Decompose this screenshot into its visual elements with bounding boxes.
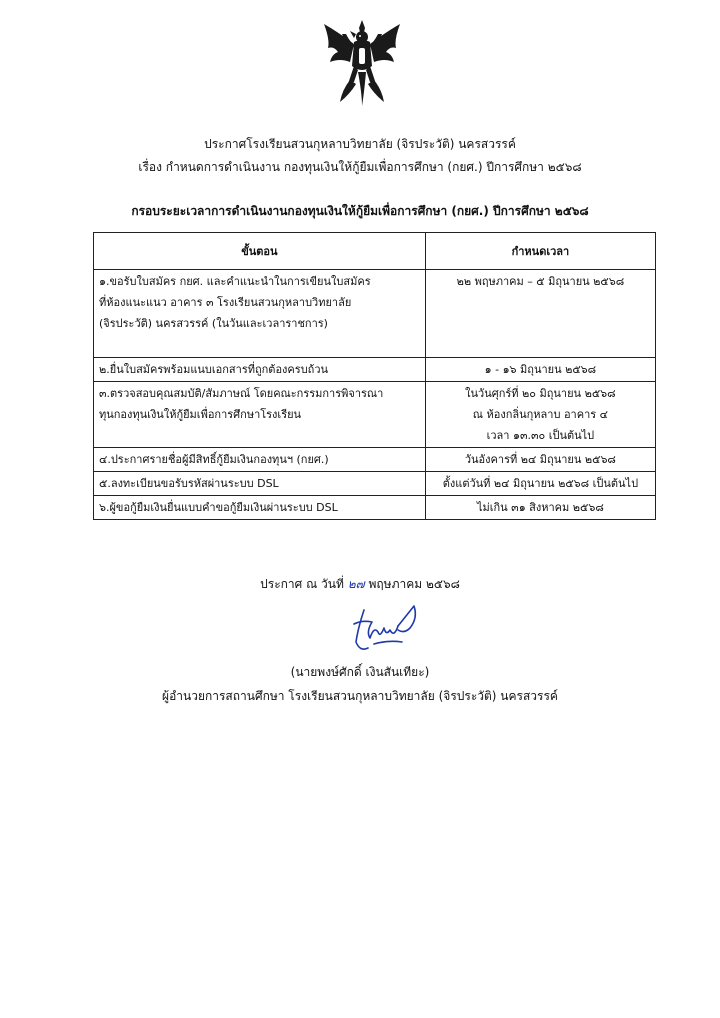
step-cell: ๒.ยื่นใบสมัครพร้อมแนบเอกสารที่ถูกต้องครบถ้วน (94, 358, 426, 382)
table-header-row (94, 233, 656, 270)
table-row (94, 270, 656, 358)
step-line: (จิรประวัติ) นครสวรรค์ (ในวันและเวลาราชการ) (99, 317, 328, 330)
step-line: ๑.ขอรับใบสมัคร กยศ. และคำแนะนำในการเขียนใบสมัคร (99, 275, 371, 288)
date-prefix: ประกาศ ณ วันที่ (260, 577, 344, 591)
header-step: ขั้นตอน (94, 233, 426, 270)
table-row (94, 448, 656, 472)
step-cell (94, 270, 426, 358)
announcement-subject: เรื่อง กำหนดการดำเนินงาน กองทุนเงินให้กู้ยืมเพื่อการศึกษา (กยศ.) ปีการศึกษา ๒๕๖๘ (138, 160, 582, 174)
time-line: ณ ห้องกลิ่นกุหลาบ อาคาร ๔ (472, 408, 608, 421)
table-row (94, 358, 656, 382)
garuda-emblem-icon (320, 18, 404, 110)
time-cell (425, 270, 655, 358)
step-cell: ๕.ลงทะเบียนขอรับรหัสผ่านระบบ DSL (94, 472, 426, 496)
time-cell: ๑ - ๑๖ มิถุนายน ๒๕๖๘ (425, 358, 655, 382)
table-row (94, 472, 656, 496)
signature-icon (344, 598, 434, 658)
time-cell: ตั้งแต่วันที่ ๒๔ มิถุนายน ๒๕๖๘ เป็นต้นไป (425, 472, 655, 496)
table-caption: กรอบระยะเวลาการดำเนินงานกองทุนเงินให้กู้ยืมเพื่อการศึกษา (กยศ.) ปีการศึกษา ๒๕๖๘ (131, 204, 589, 218)
signer-name: (นายพงษ์ศักดิ์ เงินสันเทียะ) (290, 665, 430, 679)
time-cell (425, 382, 655, 448)
time-line: ๒๒ พฤษภาคม – ๕ มิถุนายน ๒๕๖๘ (456, 275, 625, 288)
date-suffix: พฤษภาคม ๒๕๖๘ (368, 577, 460, 591)
signer-title: ผู้อำนวยการสถานศึกษา โรงเรียนสวนกุหลาบวิทยาลัย (จิรประวัติ) นครสวรรค์ (162, 689, 558, 703)
schedule-table (93, 232, 656, 520)
table-row (94, 382, 656, 448)
announcement-date (0, 576, 720, 592)
table-row (94, 496, 656, 520)
step-line: ทุนกองทุนเงินให้กู้ยืมเพื่อการศึกษาโรงเรียน (99, 408, 302, 421)
step-cell: ๖.ผู้ขอกู้ยืมเงินยื่นแบบคำขอกู้ยืมเงินผ่านระบบ DSL (94, 496, 426, 520)
time-cell: ไม่เกิน ๓๑ สิงหาคม ๒๕๖๘ (425, 496, 655, 520)
time-cell: วันอังคารที่ ๒๔ มิถุนายน ๒๕๖๘ (425, 448, 655, 472)
time-line: ในวันศุกร์ที่ ๒๐ มิถุนายน ๒๕๖๘ (465, 387, 616, 400)
step-line: ๓.ตรวจสอบคุณสมบัติ/สัมภาษณ์ โดยคณะกรรมการพิจารณา (99, 387, 384, 400)
date-day: ๒๗ (347, 577, 365, 591)
time-line: เวลา ๑๓.๓๐ เป็นต้นไป (486, 429, 595, 442)
step-cell: ๔.ประกาศรายชื่อผู้มีสิทธิ์กู้ยืมเงินกองทุนฯ (กยศ.) (94, 448, 426, 472)
header-time: กำหนดเวลา (425, 233, 655, 270)
announcement-title: ประกาศโรงเรียนสวนกุหลาบวิทยาลัย (จิรประวัติ) นครสวรรค์ (204, 137, 516, 151)
step-cell (94, 382, 426, 448)
step-line: ที่ห้องแนะแนว อาคาร ๓ โรงเรียนสวนกุหลาบวิทยาลัย (99, 296, 352, 309)
